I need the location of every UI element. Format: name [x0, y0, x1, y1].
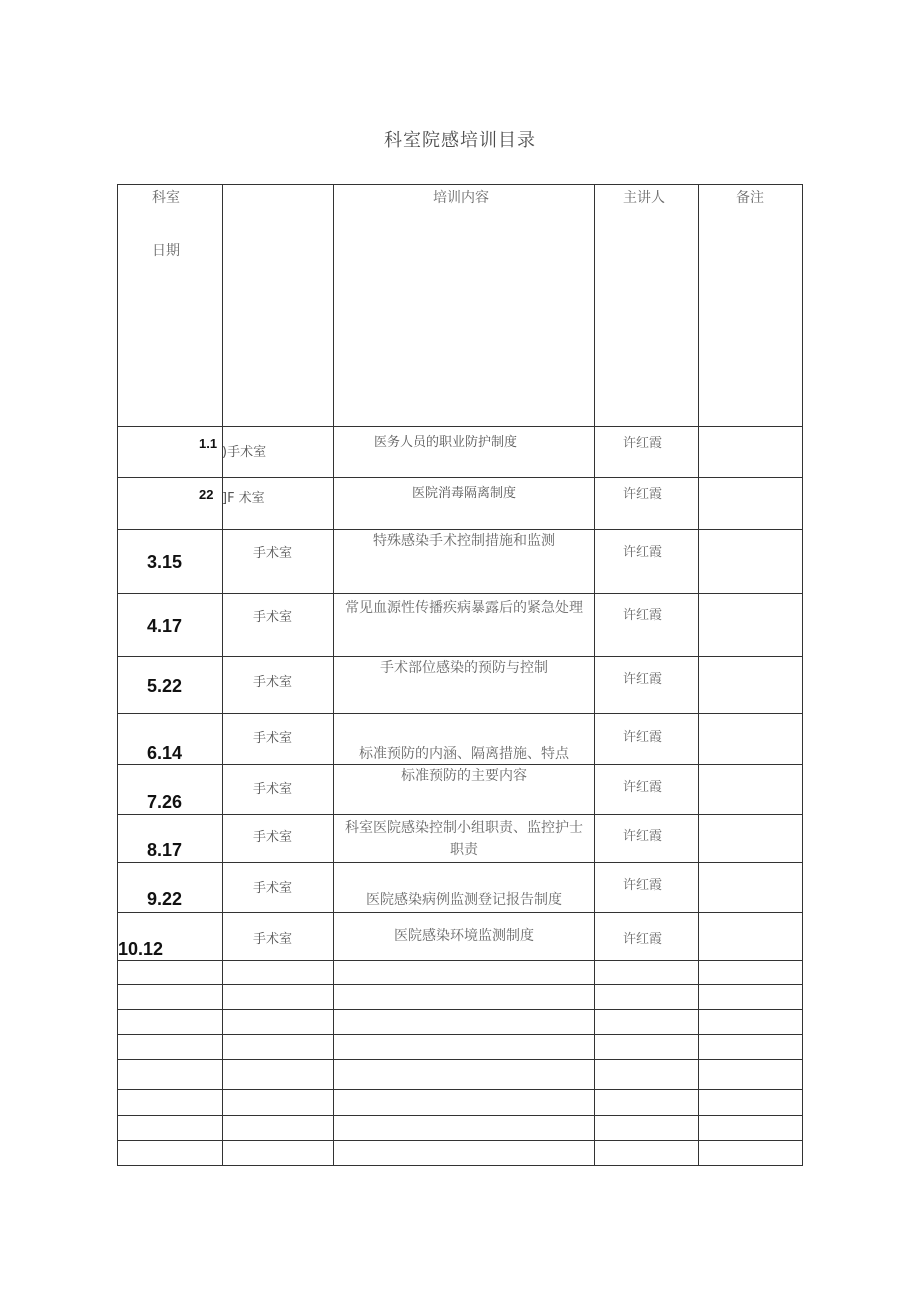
row-divider — [117, 1034, 803, 1035]
document-title: 科室院感培训目录 — [384, 130, 536, 151]
row-topic: 常见血源性传播疾病暴露后的紧急处理 — [345, 600, 583, 616]
row-divider — [117, 814, 803, 815]
row-speaker: 许红霞 — [623, 730, 663, 745]
header-dept: 科室 — [152, 190, 180, 206]
row-topic: 医务人员的职业防护制度 — [374, 435, 518, 450]
row-dept: )手术室 — [222, 445, 267, 460]
row-topic: 标准预防的主要内容 — [401, 768, 527, 784]
row-speaker: 许红霞 — [623, 780, 663, 795]
row-topic: 手术部位感染的预防与控制 — [380, 660, 548, 676]
row-dept: 手术室 — [253, 731, 293, 746]
row-dept: 手术室 — [253, 675, 293, 690]
row-dept: 手术室 — [253, 932, 293, 947]
column-divider — [333, 184, 334, 1166]
table-border — [117, 184, 118, 1166]
training-table — [117, 184, 803, 1166]
row-topic: 医院感染环境监测制度 — [394, 928, 534, 944]
row-date: 9.22 — [147, 889, 183, 909]
row-date: 10.12 — [118, 939, 164, 959]
row-dept: 手术室 — [253, 610, 293, 625]
row-divider — [117, 1165, 803, 1166]
row-divider — [117, 426, 803, 427]
table-border — [802, 184, 803, 1166]
column-divider — [222, 184, 223, 1166]
row-date: 8.17 — [147, 840, 183, 860]
column-divider — [594, 184, 595, 1166]
row-divider — [117, 960, 803, 961]
row-speaker: 许红霞 — [623, 878, 663, 893]
header-date: 日期 — [152, 243, 180, 259]
column-divider — [698, 184, 699, 1166]
row-dept: ]F 术室 — [222, 491, 265, 506]
row-divider — [117, 912, 803, 913]
row-divider — [117, 593, 803, 594]
row-divider — [117, 477, 803, 478]
row-divider — [117, 184, 803, 185]
row-topic: 科室医院感染控制小组职责、监控护士职责 — [345, 820, 583, 858]
row-date: 4.17 — [147, 616, 183, 636]
row-speaker: 许红霞 — [623, 932, 663, 947]
row-divider — [117, 984, 803, 985]
row-speaker: 许红霞 — [623, 487, 663, 502]
row-date: 6.14 — [147, 743, 183, 763]
row-divider — [117, 862, 803, 863]
row-date: 3.15 — [147, 552, 183, 572]
row-date: 22 — [199, 487, 214, 502]
row-divider — [117, 1059, 803, 1060]
header-content: 培训内容 — [433, 190, 489, 206]
row-speaker: 许红霞 — [623, 608, 663, 623]
row-divider — [117, 1089, 803, 1090]
row-divider — [117, 1115, 803, 1116]
row-divider — [117, 1140, 803, 1141]
row-speaker: 许红霞 — [623, 829, 663, 844]
row-divider — [117, 1009, 803, 1010]
row-date: 5.22 — [147, 676, 183, 696]
row-dept: 手术室 — [253, 782, 293, 797]
header-note: 备注 — [736, 190, 764, 206]
row-dept: 手术室 — [253, 881, 293, 896]
row-speaker: 许红霞 — [623, 436, 663, 451]
row-topic: 特殊感染手术控制措施和监测 — [373, 533, 555, 549]
row-speaker: 许红霞 — [623, 672, 663, 687]
row-dept: 手术室 — [253, 830, 293, 845]
row-topic: 标准预防的内涵、隔离措施、特点 — [359, 746, 569, 762]
row-date: 7.26 — [147, 792, 183, 812]
row-topic: 医院感染病例监测登记报告制度 — [366, 892, 562, 908]
row-divider — [117, 713, 803, 714]
row-topic: 医院消毒隔离制度 — [412, 486, 517, 501]
row-date: 1.1 — [199, 436, 218, 451]
row-dept: 手术室 — [253, 546, 293, 561]
row-speaker: 许红霞 — [623, 545, 663, 560]
header-speaker: 主讲人 — [623, 190, 665, 206]
